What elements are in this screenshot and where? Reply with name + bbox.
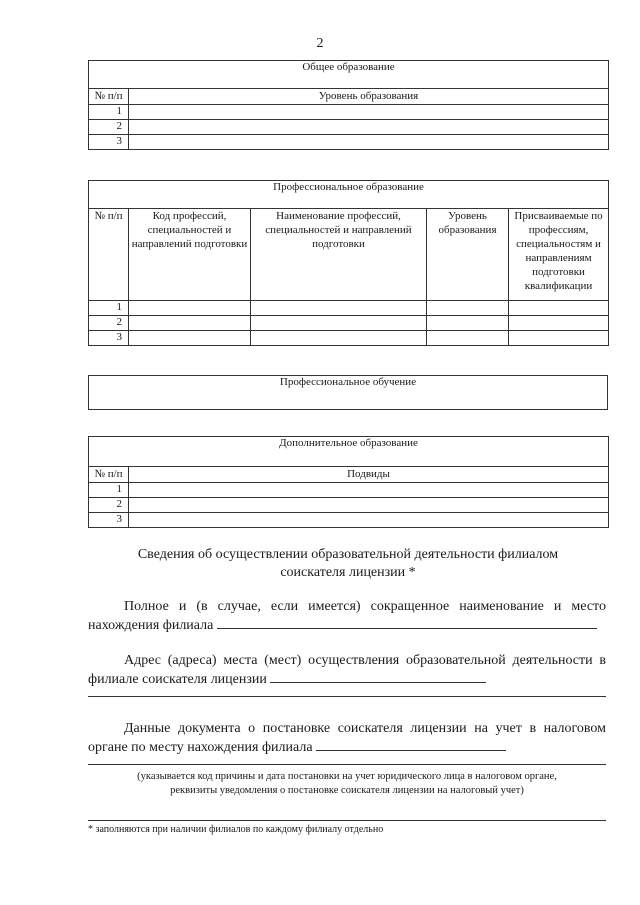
level-input-cell[interactable] [427, 301, 509, 316]
table-row [89, 331, 609, 346]
general-education-title: Общее образование [89, 61, 609, 89]
page-number: 2 [316, 36, 324, 51]
branch-address-label: Адрес (адреса) места (мест) осуществления образовательной деятельности в филиале соискателя лицензии [88, 653, 606, 687]
branch-title-line2: соискателя лицензии * [280, 565, 416, 580]
prof-col-level: Уровень образования [427, 209, 509, 301]
additional-education-table [88, 436, 609, 528]
branch-name-label: Полное и (в случае, если имеется) сокращенное наименование и место нахождения филиала [88, 599, 606, 633]
row-number: 1 [89, 105, 129, 120]
branch-name-input[interactable] [217, 616, 597, 629]
footnote: * заполняются при наличии филиалов по каждому филиалу отдельно [88, 824, 384, 835]
code-input-cell[interactable] [129, 331, 251, 346]
subtype-input-cell[interactable] [129, 513, 609, 528]
prof-col-name: Наименование профессий, специальностей и направлений подготовки [251, 209, 427, 301]
footnote-divider [88, 820, 606, 821]
name-input-cell[interactable] [251, 331, 427, 346]
table-row [89, 135, 609, 150]
prof-col-code: Код профессий, специальностей и направлений подготовки [129, 209, 251, 301]
general-education-table [88, 60, 609, 150]
code-input-cell[interactable] [129, 301, 251, 316]
general-col-level: Уровень образования [129, 89, 609, 105]
branch-name-field [88, 598, 606, 635]
qualification-input-cell[interactable] [509, 316, 609, 331]
prof-col-qualification: Присваиваемые по профессиям, специальностям и направлениям подготовки квалификации [509, 209, 609, 301]
general-col-num: № п/п [89, 89, 129, 105]
row-number: 2 [89, 316, 129, 331]
qualification-input-cell[interactable] [509, 301, 609, 316]
branch-address-input[interactable] [270, 670, 486, 683]
level-input-cell[interactable] [427, 316, 509, 331]
tax-note-line1: (указывается код причины и дата постановки на учет юридического лица в налоговом органе, [137, 771, 557, 782]
branch-tax-label: Данные документа о постановке соискателя лицензии на учет в налоговом органе по месту нахождения филиала [88, 721, 606, 755]
additional-education-title: Дополнительное образование [89, 437, 609, 467]
table-row [89, 498, 609, 513]
table-row [89, 483, 609, 498]
tax-note [88, 770, 606, 798]
table-row [89, 513, 609, 528]
professional-education-title: Профессиональное образование [89, 181, 609, 209]
professional-training-title: Профессиональное обучение [89, 376, 608, 410]
table-row [89, 120, 609, 135]
table-row [89, 301, 609, 316]
table-row [89, 105, 609, 120]
additional-col-num: № п/п [89, 467, 129, 483]
level-input-cell[interactable] [129, 120, 609, 135]
level-input-cell[interactable] [427, 331, 509, 346]
tax-note-line2: реквизиты уведомления о постановке соискателя лицензии на налоговый учет) [170, 785, 524, 796]
professional-training-table [88, 375, 608, 410]
branch-tax-input-line2[interactable] [88, 764, 606, 765]
row-number: 1 [89, 483, 129, 498]
name-input-cell[interactable] [251, 301, 427, 316]
table-row [89, 316, 609, 331]
row-number: 3 [89, 135, 129, 150]
subtype-input-cell[interactable] [129, 498, 609, 513]
row-number: 3 [89, 331, 129, 346]
level-input-cell[interactable] [129, 135, 609, 150]
branch-tax-input[interactable] [316, 738, 506, 751]
row-number: 1 [89, 301, 129, 316]
row-number: 3 [89, 513, 129, 528]
branch-address-field [88, 652, 606, 689]
row-number: 2 [89, 498, 129, 513]
code-input-cell[interactable] [129, 316, 251, 331]
branch-title-line1: Сведения об осуществлении образовательной деятельности филиалом [137, 547, 559, 562]
row-number: 2 [89, 120, 129, 135]
professional-education-table [88, 180, 609, 346]
branch-section-title [88, 546, 608, 582]
level-input-cell[interactable] [129, 105, 609, 120]
prof-col-num: № п/п [89, 209, 129, 301]
subtype-input-cell[interactable] [129, 483, 609, 498]
additional-col-subtypes: Подвиды [129, 467, 609, 483]
branch-tax-field [88, 720, 606, 757]
name-input-cell[interactable] [251, 316, 427, 331]
qualification-input-cell[interactable] [509, 331, 609, 346]
branch-address-input-line2[interactable] [88, 696, 606, 697]
